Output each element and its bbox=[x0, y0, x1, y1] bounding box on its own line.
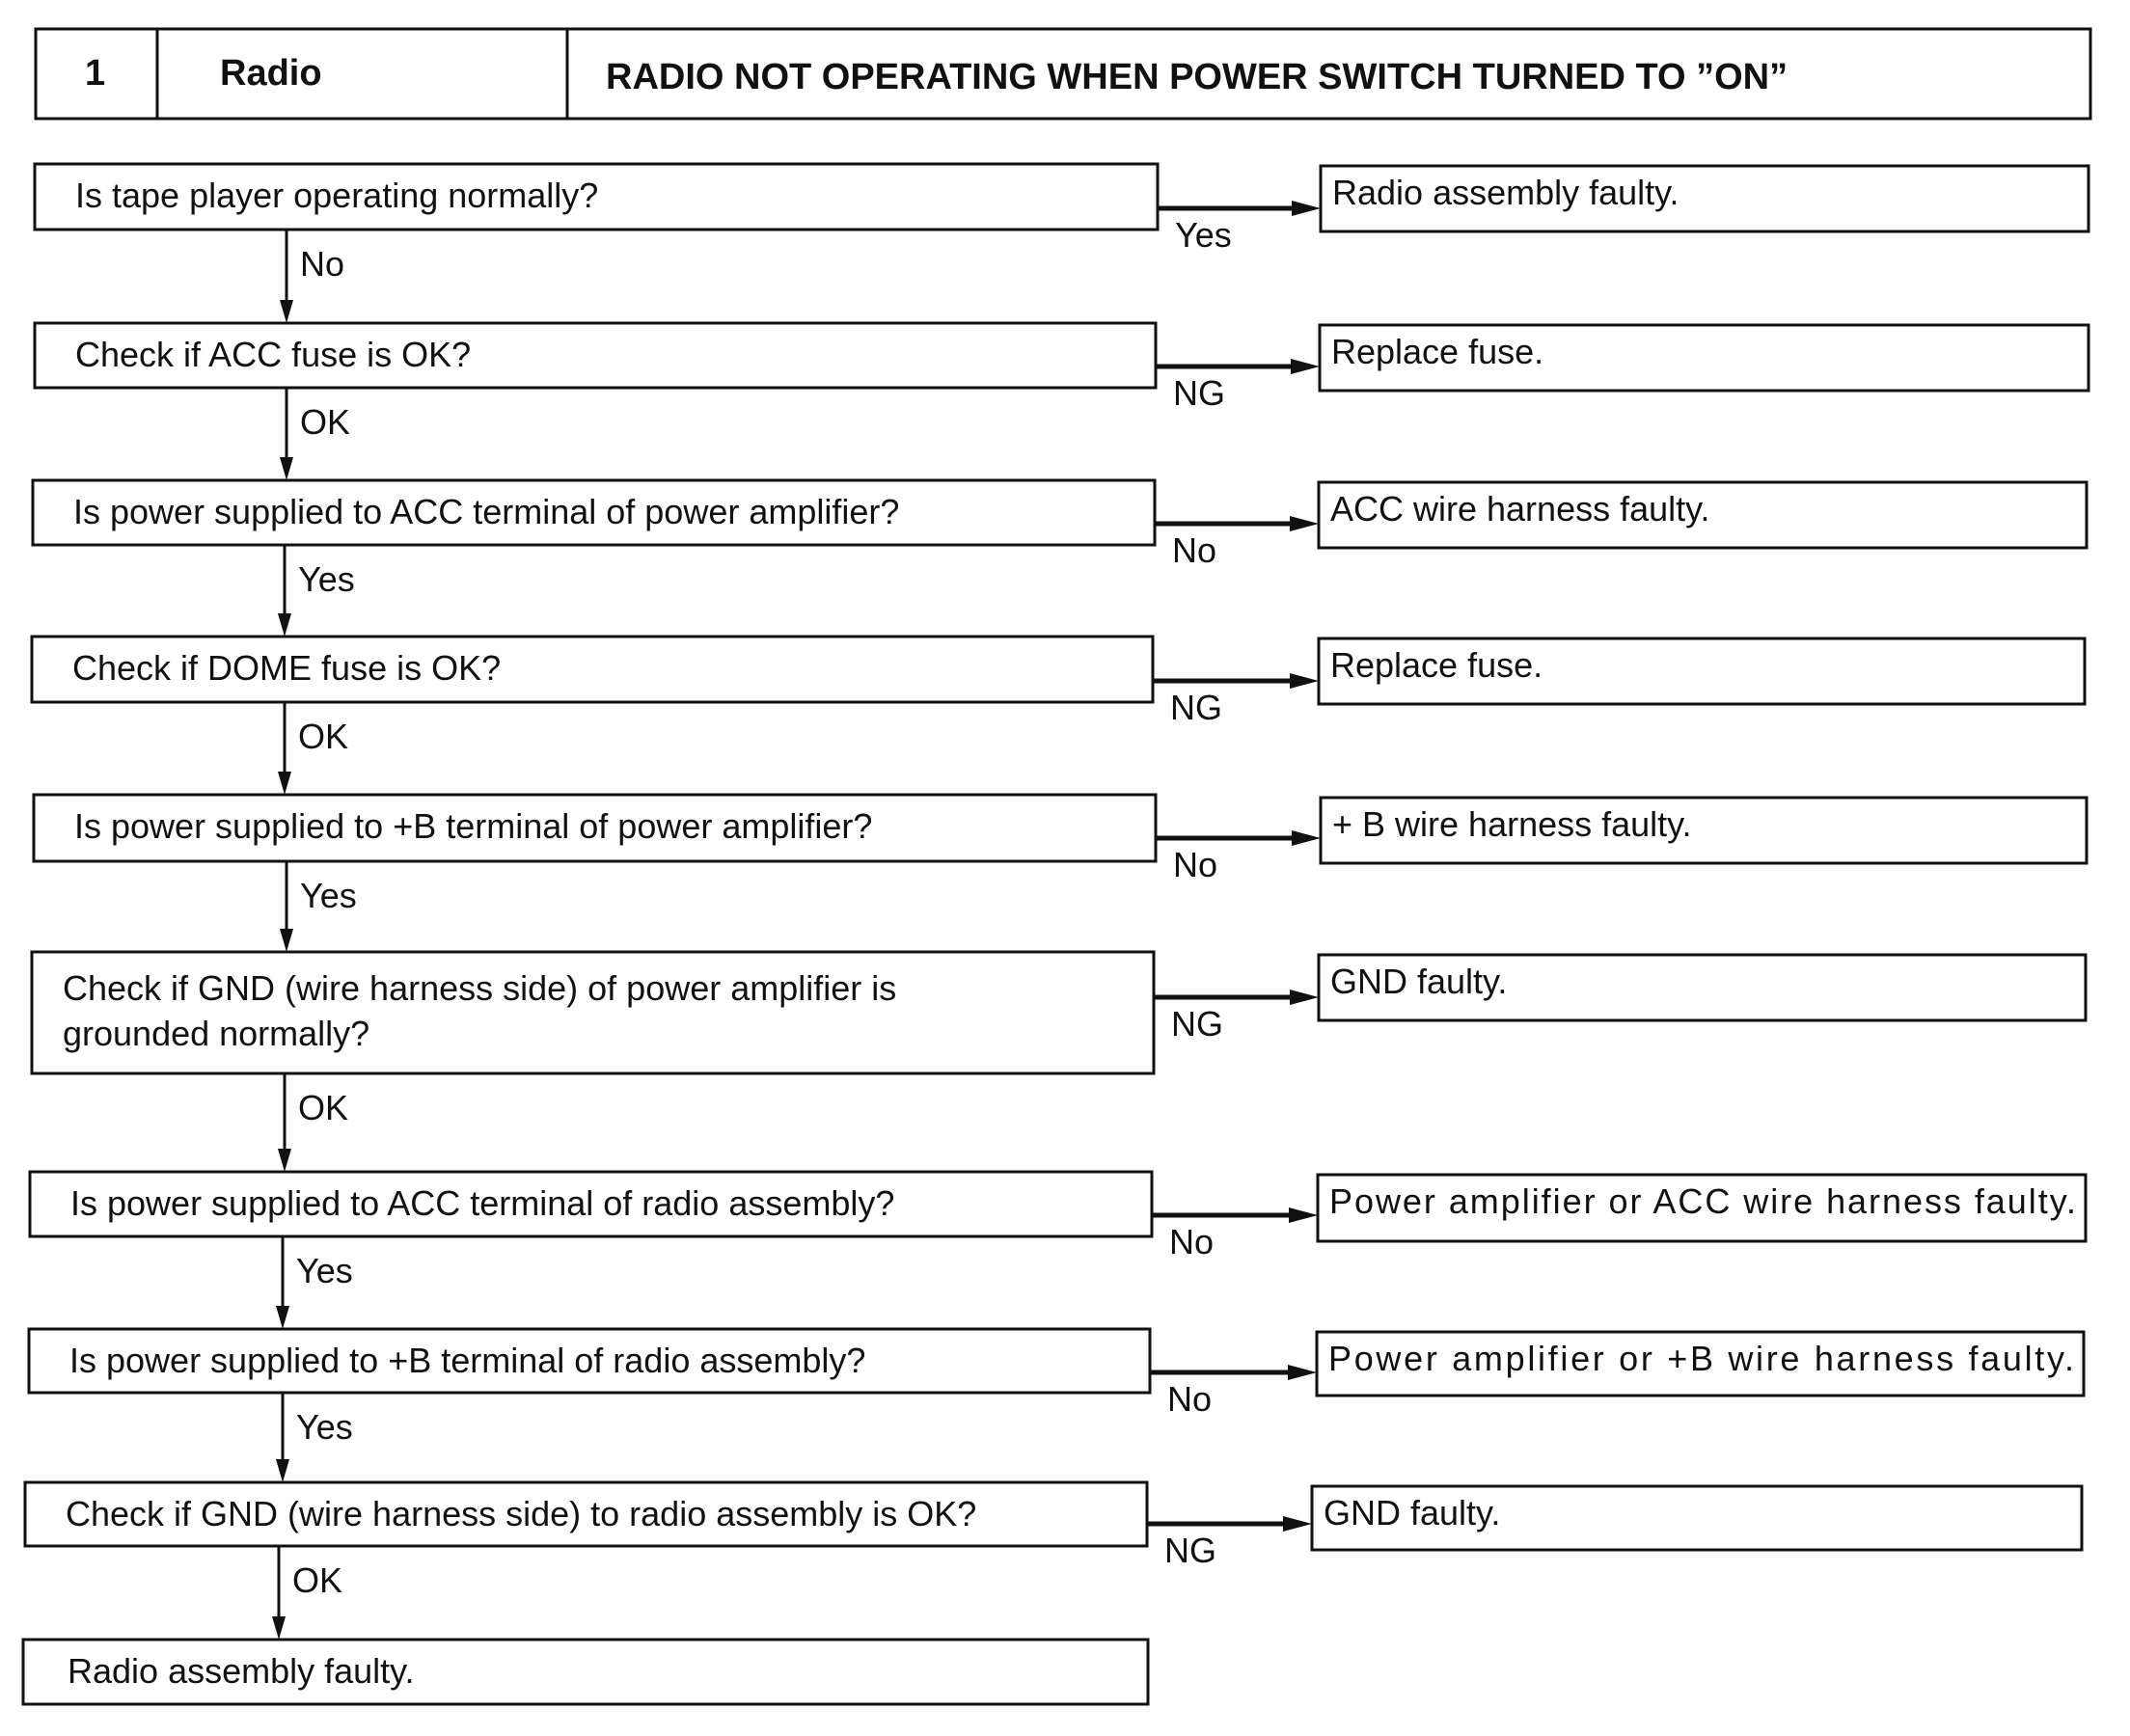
header bbox=[36, 29, 2090, 119]
branch-label: No bbox=[1173, 845, 1218, 884]
result-text: Replace fuse. bbox=[1330, 645, 1543, 685]
result-text: + B wire harness faulty. bbox=[1332, 804, 1692, 844]
branch-label: NG bbox=[1164, 1531, 1216, 1570]
arrow-down-icon bbox=[278, 1149, 291, 1172]
result-text: GND faulty. bbox=[1330, 962, 1508, 1001]
arrow-down-icon bbox=[276, 1306, 289, 1329]
arrow-down-icon bbox=[280, 457, 293, 480]
down-branch-label: No bbox=[300, 244, 345, 284]
header-system: Radio bbox=[220, 53, 322, 94]
question-text: Is power supplied to ACC terminal of radio assembly? bbox=[70, 1183, 895, 1223]
arrow-down-icon bbox=[280, 300, 293, 323]
question-text: Check if ACC fuse is OK? bbox=[75, 335, 472, 374]
question-text: Check if GND (wire harness side) to radio assembly is OK? bbox=[66, 1494, 977, 1533]
branch-label: Yes bbox=[1175, 215, 1232, 255]
result-text: Radio assembly faulty. bbox=[1332, 173, 1679, 212]
arrow-right-icon bbox=[1290, 673, 1319, 689]
final-result-text: Radio assembly faulty. bbox=[68, 1651, 415, 1691]
flow bbox=[23, 164, 2089, 1704]
question-text-line: Check if GND (wire harness side) of power amplifier is bbox=[63, 968, 897, 1008]
arrow-right-icon bbox=[1292, 830, 1321, 846]
down-branch-label: OK bbox=[298, 1088, 349, 1127]
flow-step bbox=[32, 637, 2085, 727]
flow-step bbox=[34, 795, 2087, 884]
flow-step bbox=[35, 323, 2089, 413]
question-text: Is power supplied to +B terminal of power amplifier? bbox=[74, 806, 873, 846]
arrow-right-icon bbox=[1290, 516, 1319, 531]
question-text: Check if DOME fuse is OK? bbox=[72, 648, 502, 688]
arrow-down-icon bbox=[278, 613, 291, 637]
result-text: Power amplifier or ACC wire harness faulty. bbox=[1329, 1181, 2076, 1221]
flow-step bbox=[30, 1172, 2086, 1261]
arrow-down-icon bbox=[276, 1459, 289, 1482]
result-text: GND faulty. bbox=[1324, 1493, 1501, 1533]
question-text: Is power supplied to ACC terminal of power amplifier? bbox=[73, 492, 900, 531]
result-text: Replace fuse. bbox=[1331, 332, 1544, 371]
flow-step bbox=[25, 1482, 2082, 1570]
question-text-line: grounded normally? bbox=[63, 1014, 370, 1053]
down-branch-label: OK bbox=[300, 402, 351, 442]
down-branch-label: Yes bbox=[298, 559, 355, 599]
result-text: Power amplifier or +B wire harness faulty. bbox=[1328, 1339, 2074, 1378]
question-text: Is power supplied to +B terminal of radio assembly? bbox=[69, 1341, 866, 1380]
result-text: ACC wire harness faulty. bbox=[1330, 489, 1710, 529]
branch-label: NG bbox=[1173, 373, 1225, 413]
header-number: 1 bbox=[85, 53, 106, 94]
arrow-right-icon bbox=[1290, 990, 1319, 1005]
down-branch-label: OK bbox=[292, 1560, 343, 1600]
branch-label: No bbox=[1172, 530, 1217, 570]
arrow-right-icon bbox=[1283, 1516, 1312, 1532]
flow-step bbox=[29, 1329, 2084, 1419]
question-text: Is tape player operating normally? bbox=[75, 176, 599, 215]
arrow-down-icon bbox=[272, 1616, 286, 1640]
flow-step bbox=[32, 952, 2086, 1073]
branch-label: No bbox=[1167, 1379, 1213, 1419]
branch-label: No bbox=[1169, 1222, 1215, 1261]
arrow-right-icon bbox=[1289, 1207, 1318, 1223]
branch-label: NG bbox=[1170, 688, 1222, 727]
arrow-right-icon bbox=[1292, 201, 1321, 216]
arrow-down-icon bbox=[278, 772, 291, 795]
flow-step bbox=[33, 480, 2087, 570]
arrow-right-icon bbox=[1291, 359, 1320, 374]
flow-step bbox=[35, 164, 2089, 255]
down-branch-label: Yes bbox=[296, 1251, 353, 1290]
down-branch-label: OK bbox=[298, 717, 349, 756]
header-title: RADIO NOT OPERATING WHEN POWER SWITCH TURNED TO ”ON” bbox=[606, 57, 1789, 97]
branch-label: NG bbox=[1171, 1004, 1223, 1044]
down-branch-label: Yes bbox=[300, 876, 357, 915]
arrow-right-icon bbox=[1288, 1365, 1317, 1380]
arrow-down-icon bbox=[280, 929, 293, 952]
down-branch-label: Yes bbox=[296, 1407, 353, 1447]
